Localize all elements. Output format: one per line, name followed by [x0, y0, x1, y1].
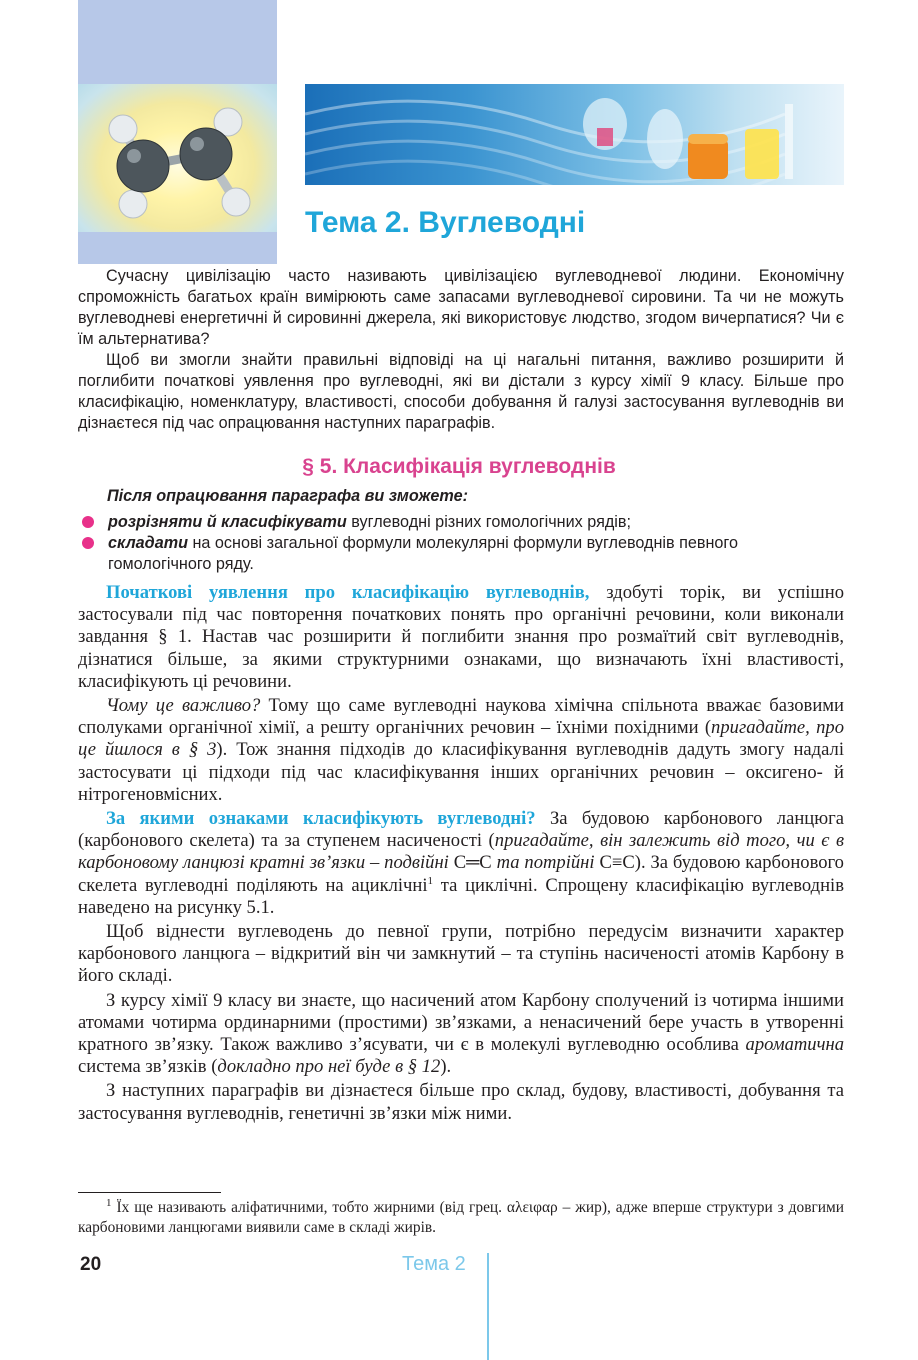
goals-lead: Після опрацювання параграфа ви зможете:	[107, 487, 469, 505]
paragraph-text: За будовою карбонового ланцюга (карбонового скелета) та за ступенем насиченості (	[78, 808, 844, 852]
footnote-text	[78, 1198, 844, 1238]
highlight-heading: Початкові уявлення про класифікацію вуглеводнів,	[106, 582, 590, 603]
paragraph-text: система зв’язків (	[78, 1056, 218, 1078]
italic-note: докладно про неї буде в § 12	[217, 1056, 441, 1078]
lab-glassware-banner-image	[305, 84, 844, 185]
ethene-molecule-image	[78, 84, 277, 232]
bullet-icon	[82, 537, 94, 549]
body-paragraph: З наступних параграфів ви дізнаєтеся більше про склад, будову, властивості, добування та застосування вуглеводнів, генетичні зв’язки між ними.	[78, 1080, 844, 1124]
goal-item	[78, 512, 844, 533]
footnote-mark: 1	[106, 1196, 112, 1209]
paragraph-text: ). Тож знання підходів до класифікування вуглеводнів дадуть змогу надалі застосувати ці підходи під час класифікування інших органічних речовин – оксигено- й нітрогеновмісних.	[78, 739, 844, 805]
paragraph-text: Тому що саме вуглеводні наукова хімічна спільнота вважає базовими сполуками органічної хімії, а решту органічних речовин – їхніми похідними (	[78, 695, 844, 739]
lab-banner-drawing	[305, 84, 844, 185]
italic-note: та потрійні	[496, 852, 595, 874]
goals-list	[78, 512, 844, 575]
intro-text	[78, 266, 844, 434]
intro-paragraph: Сучасну цивілізацію часто називають цивілізацією вуглеводневої людини. Економічну спроможність багатьох країн вимірюють саме запасами вуглеводневої сировини. Та чи не можуть вуглеводневі енергетичні й сировинні джерела, які використовує людство, згодом вичерпатися? Чи є їм альтернатива?	[78, 267, 844, 348]
footnote-body: Їх ще називають аліфатичними, тобто жирними (від грец. αλειφαρ – жир), адже вперше структури з довгими карбоновими ланцюгами виявили саме в складі жирів.	[78, 1199, 844, 1236]
paragraph-text: та циклічні. Спрощену класифікацію вуглеводнів наведено на рисунку 5.1.	[78, 874, 844, 918]
italic-question: Чому це важливо?	[106, 695, 261, 717]
italic-note: пригадайте, про це йшлося в § 3	[78, 717, 845, 761]
highlight-heading: За якими ознаками класифікують вуглеводні?	[106, 808, 536, 830]
goal-keyword: розрізняти й класифікувати	[108, 513, 347, 531]
body-paragraph	[78, 808, 844, 919]
paragraph-text: ).	[440, 1056, 452, 1078]
running-title: Тема 2	[402, 1253, 466, 1275]
goal-item	[78, 533, 844, 575]
body-paragraph	[78, 990, 844, 1079]
body-paragraph	[78, 695, 844, 806]
formula-triple-bond: C≡C	[594, 852, 635, 874]
page-number: 20	[80, 1254, 102, 1275]
intro-paragraph: Щоб ви змогли знайти правильні відповіді на ці нагальні питання, важливо розширити й поглибити початкові уявлення про вуглеводні, які ви дістали з курсу хімії 9 класу. Більше про класифікацію, номенклатуру, властивості, способи добування й галузі застосування вуглеводнів ви дізнаєтеся під час опрацювання наступних параграфів.	[78, 351, 844, 432]
paragraph-text: здобуті торік, ви успішно застосували під час повторення початкових понять про органічні речовини, коли виконали завдання § 1. Настав час розширити й поглибити знання про розмаїтий світ вуглеводнів, дізнатися більше, за якими структурними ознаками, що визначають їхні властивості, класифікують ці речовини.	[78, 582, 844, 692]
paragraph-text: ). За будовою карбонового скелета вуглеводні поділяють на ациклічні	[78, 852, 844, 896]
goal-text: на основі загальної формули молекулярні формули вуглеводнів певного гомологічного ряду.	[108, 534, 738, 573]
theme-title: Тема 2. Вуглеводні	[305, 206, 586, 239]
body-paragraph: Щоб віднести вуглеводень до певної групи, потрібно передусім визначити характер карбонового ланцюга – відкритий він чи замкнутий – та ступінь насиченості атомів Карбону в його складі.	[78, 921, 844, 987]
bullet-icon	[82, 516, 94, 528]
body-paragraph	[78, 582, 844, 693]
italic-note: пригадайте, він залежить від того, чи є в карбоновому ланцюзі кратні зв’язки – подвійні	[78, 830, 845, 874]
footnote	[78, 1198, 844, 1238]
molecule-model-drawing	[78, 84, 277, 232]
paragraph-text: З курсу хімії 9 класу ви знаєте, що насичений атом Карбону сполучений із чотирма іншими атомами чотирма ординарними (простими) зв’язками, а ненасичений бере участь в утворенні кратного зв’язку. Також важливо з’ясувати, чи є в молекулі вуглеводню особлива	[78, 989, 844, 1056]
section-title: § 5. Класифікація вуглеводнів	[302, 455, 616, 478]
body-text	[78, 582, 844, 1127]
footer-vertical-rule	[487, 1253, 489, 1360]
italic-note: ароматична	[745, 1034, 844, 1056]
formula-double-bond: C═C	[448, 852, 497, 874]
goal-text: вуглеводні різних гомологічних рядів;	[346, 513, 631, 531]
footnote-ref: 1	[427, 874, 434, 887]
footnote-divider	[78, 1192, 221, 1193]
goal-keyword: складати	[108, 534, 188, 552]
